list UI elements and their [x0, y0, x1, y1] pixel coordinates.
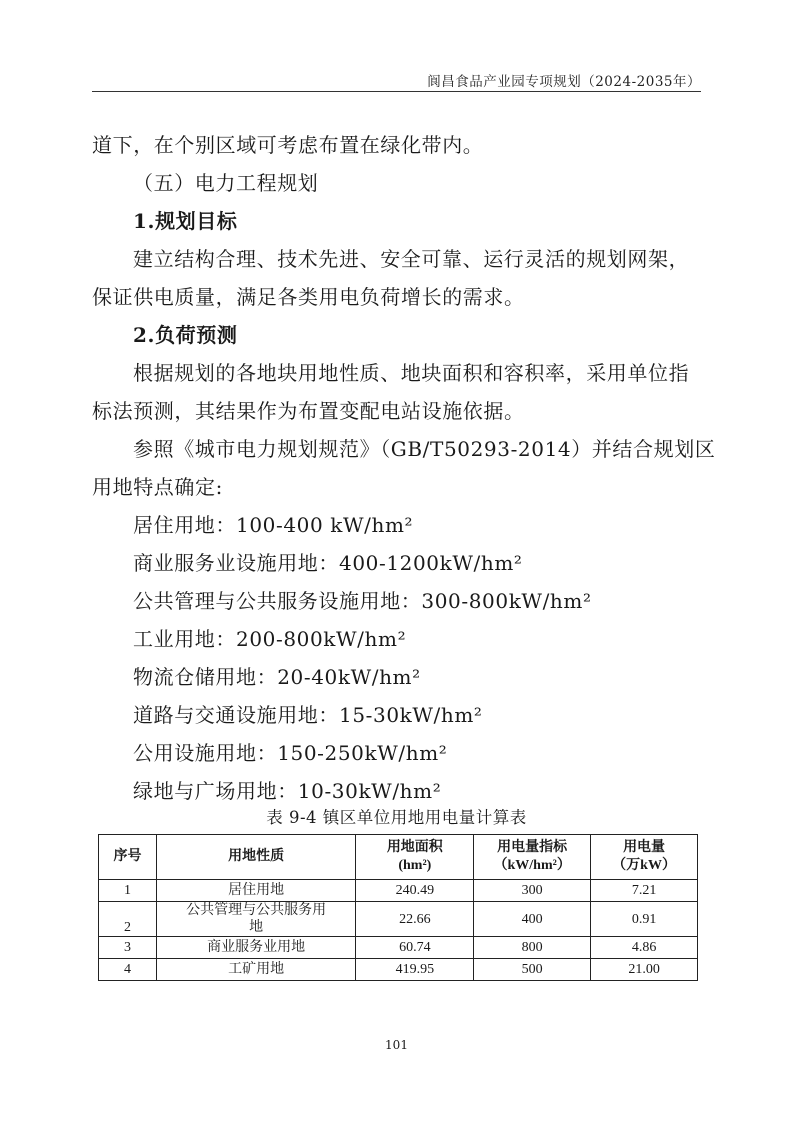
cell-land-type — [156, 902, 356, 937]
table-caption: 表 9-4 镇区单位用地用电量计算表 — [266, 808, 527, 827]
load-standard-item: 商业服务业设施用地：400-1200kW/hm² — [133, 551, 523, 575]
header-area — [356, 835, 474, 880]
load-standard-item: 公用设施用地：150-250kW/hm² — [133, 741, 448, 765]
cell-seq: 1 — [99, 880, 157, 902]
load-standard-item: 工业用地：200-800kW/hm² — [133, 627, 407, 651]
subsection-heading: 1.规划目标 — [133, 209, 238, 233]
header-index — [474, 835, 591, 880]
section-heading: （五）电力工程规划 — [133, 171, 319, 195]
cell-seq: 3 — [99, 937, 157, 959]
paragraph-line: 根据规划的各地块用地性质、地块面积和容积率，采用单位指 — [133, 361, 690, 385]
paragraph-line: 道下，在个别区域可考虑布置在绿化带内。 — [92, 133, 484, 157]
subsection-heading: 2.负荷预测 — [133, 323, 238, 347]
cell-power: 7.21 — [591, 880, 698, 902]
cell-index: 500 — [474, 959, 591, 981]
header-power-label: 用电量 — [623, 840, 666, 855]
load-standard-item: 居住用地：100-400 kW/hm² — [133, 513, 414, 537]
header-index-label: 用电量指标 — [497, 840, 568, 855]
paragraph-line: 保证供电质量，满足各类用电负荷增长的需求。 — [92, 285, 525, 309]
load-standard-item: 绿地与广场用地：10-30kW/hm² — [133, 779, 442, 803]
table-header-row — [99, 835, 698, 880]
paragraph-line: 用地特点确定: — [92, 475, 223, 499]
cell-land-type: 工矿用地 — [156, 959, 356, 981]
cell-area: 240.49 — [356, 880, 474, 902]
load-standard-item: 公共管理与公共服务设施用地：300-800kW/hm² — [133, 589, 592, 613]
cell-land-type-line: 公共管理与公共服务用 — [186, 903, 327, 918]
cell-land-type: 商业服务业用地 — [156, 937, 356, 959]
header-area-label: 用地面积 — [386, 840, 443, 855]
cell-power: 0.91 — [591, 902, 698, 937]
cell-seq: 4 — [99, 959, 157, 981]
header-area-unit: (hm²) — [398, 858, 432, 873]
header-power — [591, 835, 698, 880]
header-power-unit: （万kW） — [612, 858, 676, 873]
header-index-unit: （kW/hm²） — [493, 858, 571, 873]
cell-power: 21.00 — [591, 959, 698, 981]
table-row — [99, 959, 698, 981]
cell-area: 419.95 — [356, 959, 474, 981]
cell-index: 800 — [474, 937, 591, 959]
cell-index: 300 — [474, 880, 591, 902]
header-seq: 序号 — [99, 835, 157, 880]
header-rule — [92, 91, 701, 92]
cell-land-type-line: 地 — [249, 920, 264, 935]
cell-land-type: 居住用地 — [156, 880, 356, 902]
cell-area: 60.74 — [356, 937, 474, 959]
load-standard-item: 道路与交通设施用地：15-30kW/hm² — [133, 703, 483, 727]
paragraph-line: 参照《城市电力规划规范》（GB/T50293-2014）并结合规划区 — [133, 437, 716, 461]
table-row — [99, 937, 698, 959]
header-land-type: 用地性质 — [156, 835, 356, 880]
load-standard-item: 物流仓储用地：20-40kW/hm² — [133, 665, 421, 689]
cell-area: 22.66 — [356, 902, 474, 937]
page-number: 101 — [385, 1038, 408, 1052]
running-header: 阆昌食品产业园专项规划（2024-2035年） — [427, 74, 701, 90]
table-row — [99, 880, 698, 902]
cell-seq: 2 — [99, 902, 157, 937]
power-load-table — [98, 834, 698, 981]
paragraph-line: 标法预测，其结果作为布置变配电站设施依据。 — [92, 399, 525, 423]
paragraph-line: 建立结构合理、技术先进、安全可靠、运行灵活的规划网架， — [133, 247, 690, 271]
cell-index: 400 — [474, 902, 591, 937]
table-row — [99, 902, 698, 937]
cell-power: 4.86 — [591, 937, 698, 959]
